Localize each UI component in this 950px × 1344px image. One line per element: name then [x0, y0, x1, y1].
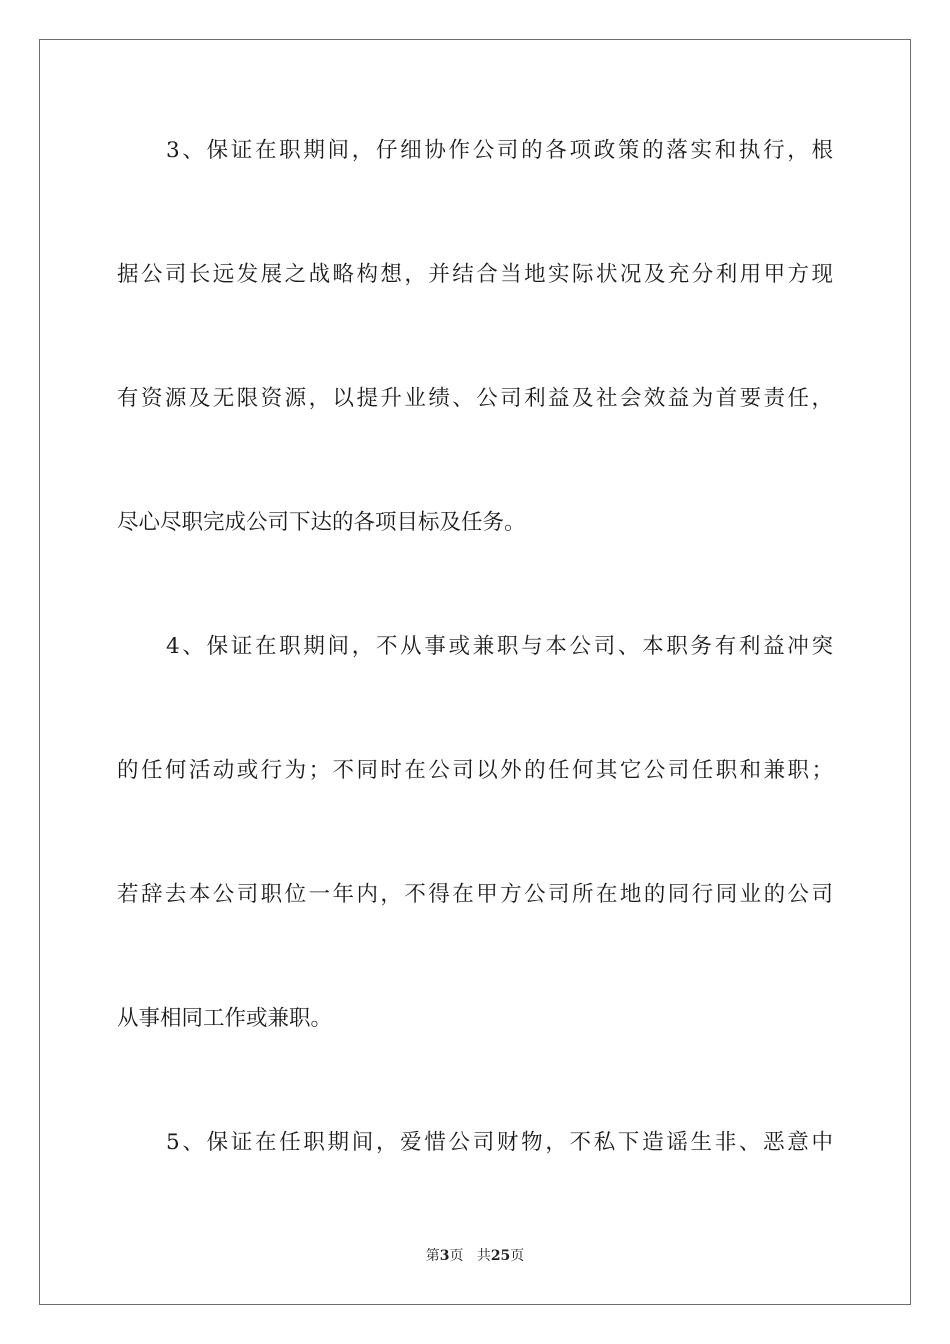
paragraph-3-line-1: 3、保证在职期间，仔细协作公司的各项政策的落实和执行，根	[166, 138, 833, 163]
footer-page-prefix: 第	[425, 1248, 440, 1264]
page-footer	[0, 1246, 950, 1266]
paragraph-4-line-4: 从事相同工作或兼职。	[117, 1006, 333, 1031]
paragraph-5-line-1: 5、保证在任职期间，爱惜公司财物，不私下造谣生非、恶意中	[166, 1130, 833, 1155]
footer-total-prefix: 共	[476, 1248, 491, 1264]
page-border	[39, 39, 911, 1305]
paragraph-3-line-4: 尽心尽职完成公司下达的各项目标及任务。	[117, 510, 526, 535]
footer-total-pages: 25	[490, 1248, 511, 1264]
paragraph-3-line-2: 据公司长远发展之战略构想，并结合当地实际状况及充分利用甲方现	[117, 262, 833, 287]
footer-page-suffix: 页	[449, 1248, 464, 1264]
paragraph-3-line-3: 有资源及无限资源，以提升业绩、公司利益及社会效益为首要责任，	[117, 386, 833, 411]
footer-page-number: 3	[439, 1248, 450, 1264]
paragraph-4-line-3: 若辞去本公司职位一年内，不得在甲方公司所在地的同行同业的公司	[117, 882, 833, 907]
paragraph-4-line-2: 的任何活动或行为；不同时在公司以外的任何其它公司任职和兼职；	[117, 758, 833, 783]
paragraph-4-line-1: 4、保证在职期间，不从事或兼职与本公司、本职务有利益冲突	[166, 634, 833, 659]
footer-total-suffix: 页	[510, 1248, 525, 1264]
